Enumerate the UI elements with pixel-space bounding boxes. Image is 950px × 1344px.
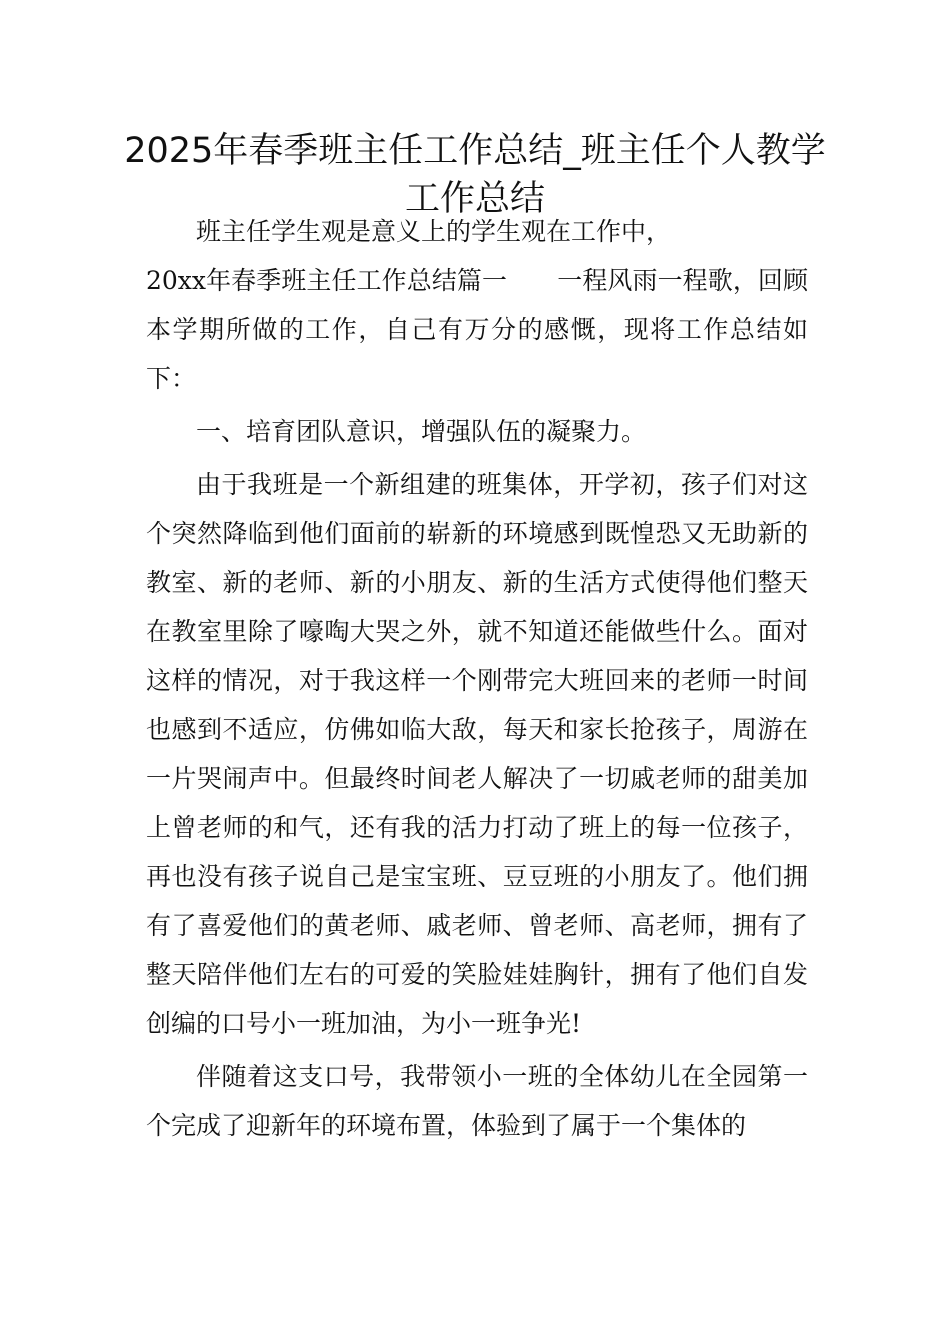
document-title: 2025年春季班主任工作总结_班主任个人教学工作总结 [124, 131, 826, 219]
document-body [146, 207, 808, 1150]
paragraph-body-1: 由于我班是一个新组建的班集体，开学初，孩子们对这个突然降临到他们面前的崭新的环境感到既惶恐又无助新的教室、新的老师、新的小朋友、新的生活方式使得他们整天在教室里除了嚎啕大哭之外，就不知道还能做些什么。面对这样的情况，对于我这样一个刚带完大班回来的老师一时间也感到不适应，仿佛如临大敌，每天和家长抢孩子，周游在一片哭闹声中。但最终时间老人解决了一切戚老师的甜美加上曾老师的和气，还有我的活力打动了班上的每一位孩子，再也没有孩子说自己是宝宝班、豆豆班的小朋友了。他们拥有了喜爱他们的黄老师、戚老师、曾老师、高老师，拥有了整天陪伴他们左右的可爱的笑脸娃娃胸针，拥有了他们自发创编的口号小一班加油，为小一班争光! [146, 470, 808, 1038]
paragraph-body-2: 伴随着这支口号，我带领小一班的全体幼儿在全园第一个完成了迎新年的环境布置，体验到了属于一个集体的 [146, 1062, 808, 1140]
section-heading-1: 一、培育团队意识，增强队伍的凝聚力。 [196, 417, 647, 446]
paragraph-opening: 20xx年春季班主任工作总结篇一 一程风雨一程歌，回顾本学期所做的工作，自己有万分的感慨，现将工作总结如下： [146, 266, 808, 393]
paragraph-intro: 班主任学生观是意义上的学生观在工作中， [196, 217, 672, 246]
